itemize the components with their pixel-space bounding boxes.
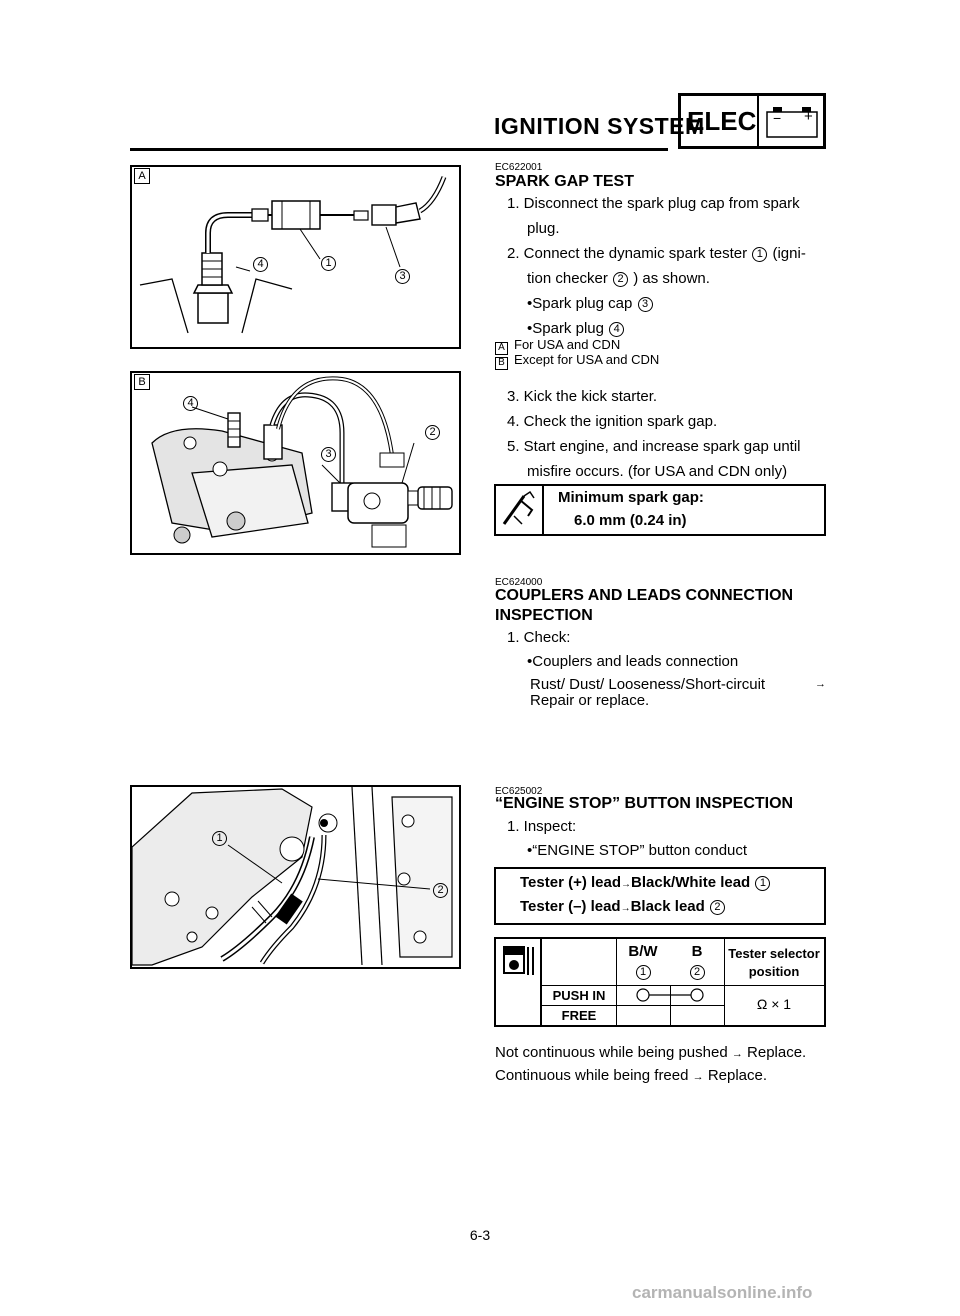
watermark: carmanualsonline.info — [632, 1283, 813, 1302]
callout-3: 3 — [321, 447, 336, 462]
ref-1: 1 — [755, 876, 770, 891]
couplers-step-1: 1. Check: — [507, 629, 571, 646]
row-free: FREE — [561, 1008, 597, 1023]
spec-label: Minimum spark gap: — [558, 489, 704, 506]
spark-step-4: 4. Check the ignition spark gap. — [507, 413, 718, 430]
arrow-icon: → — [621, 879, 632, 890]
col-header-selector: Tester selector position — [728, 946, 820, 979]
note-except-usa-cdn: B Except for USA and CDN — [495, 352, 659, 370]
section-title-spark-gap-test: SPARK GAP TEST — [495, 173, 634, 190]
engine-stop-illustration — [132, 787, 459, 967]
section-code: EC624000 — [495, 577, 543, 588]
note-key-a: A — [495, 342, 508, 355]
page-header-title: IGNITION SYSTEM — [494, 113, 705, 139]
arrow-icon: → — [620, 903, 631, 914]
arrow-icon: → — [731, 1048, 743, 1060]
header-rule — [130, 148, 668, 151]
spark-bullet-plug: •Spark plug 4 — [527, 316, 625, 341]
callout-2: 2 — [425, 425, 440, 440]
spark-step-3: 3. Kick the kick starter. — [507, 388, 658, 405]
tester-plus-lead: Tester (+) lead→Black/White lead 1 — [520, 874, 771, 891]
caliper-icon — [500, 490, 540, 532]
battery-minus: − — [773, 110, 782, 126]
spec-divider — [542, 486, 544, 534]
section-title-couplers: COUPLERS AND LEADS CONNECTION — [495, 587, 794, 604]
ref-2: 2 — [613, 272, 628, 287]
spark-step-1: 1. Disconnect the spark plug cap from spark — [507, 195, 800, 212]
callout-3: 3 — [395, 269, 410, 284]
note-key-b: B — [495, 357, 508, 370]
figure-spark-tester-usa — [130, 165, 461, 349]
section-code: EC622001 — [495, 162, 543, 173]
ref-3: 3 — [638, 297, 653, 312]
callout-2: 2 — [433, 883, 448, 898]
note-usa-cdn: A For USA and CDN — [495, 337, 620, 355]
spark-step-2: 2. Connect the dynamic spark tester 1 (igni- — [507, 245, 806, 262]
spark-bullet-plug-cap: •Spark plug cap 3 — [527, 291, 654, 316]
continuity-symbol — [616, 985, 724, 1005]
result-freed: Continuous while being freed → Replace. — [495, 1067, 768, 1084]
couplers-condition: Rust/ Dust/ Looseness/Short-circuit → — [530, 672, 826, 697]
ref-2: 2 — [690, 965, 705, 980]
selector-value: Ω × 1 — [756, 996, 792, 1012]
ref-2: 2 — [710, 900, 725, 915]
arrow-icon: → — [692, 1071, 704, 1083]
spark-step-5-cont: misfire occurs. (for USA and CDN only) — [527, 463, 788, 480]
badge-divider — [757, 96, 759, 146]
spark-step-5: 5. Start engine, and increase spark gap until — [507, 438, 801, 455]
arrow-icon: → — [815, 678, 826, 690]
ref-1: 1 — [636, 965, 651, 980]
callout-4: 4 — [183, 396, 198, 411]
page-number: 6-3 — [469, 1227, 491, 1243]
engine-stop-bullet: •“ENGINE STOP” button conduct — [527, 842, 748, 859]
engine-stop-step-1: 1. Inspect: — [507, 818, 577, 835]
callout-1: 1 — [212, 831, 227, 846]
figure-ignition-checker — [130, 371, 461, 555]
battery-plus: + — [804, 108, 813, 125]
elec-badge — [678, 93, 826, 149]
spec-box-min-gap — [494, 484, 826, 536]
row-push-in: PUSH IN — [552, 988, 606, 1003]
col-header-bw: B/W — [628, 943, 658, 960]
ignition-checker-illustration — [132, 373, 459, 553]
spark-tester-illustration — [132, 167, 459, 347]
elec-label: ELEC — [687, 106, 757, 136]
callout-4: 4 — [253, 257, 268, 272]
couplers-action: Repair or replace. — [530, 692, 650, 709]
continuity-table — [494, 937, 826, 1027]
figure-b-key: B — [134, 374, 150, 390]
spark-step-2-cont: tion checker 2 ) as shown. — [527, 270, 710, 287]
spark-step-1-cont: plug. — [527, 220, 560, 237]
section-title-couplers-cont: INSPECTION — [495, 607, 593, 624]
ref-4: 4 — [609, 322, 624, 337]
figure-engine-stop-button — [130, 785, 461, 969]
figure-a-key: A — [134, 168, 150, 184]
section-title-engine-stop: “ENGINE STOP” BUTTON INSPECTION — [495, 795, 794, 812]
multimeter-icon — [502, 945, 536, 979]
col-header-b: B — [691, 943, 703, 960]
ref-1: 1 — [752, 247, 767, 262]
tester-minus-lead: Tester (–) lead→Black lead 2 — [520, 898, 726, 915]
callout-1: 1 — [321, 256, 336, 271]
spec-value: 6.0 mm (0.24 in) — [574, 512, 687, 529]
tester-lead-box — [494, 867, 826, 925]
section-code: EC625002 — [495, 786, 543, 797]
couplers-bullet: •Couplers and leads connection — [527, 653, 739, 670]
result-pushed: Not continuous while being pushed → Replace. — [495, 1044, 807, 1061]
